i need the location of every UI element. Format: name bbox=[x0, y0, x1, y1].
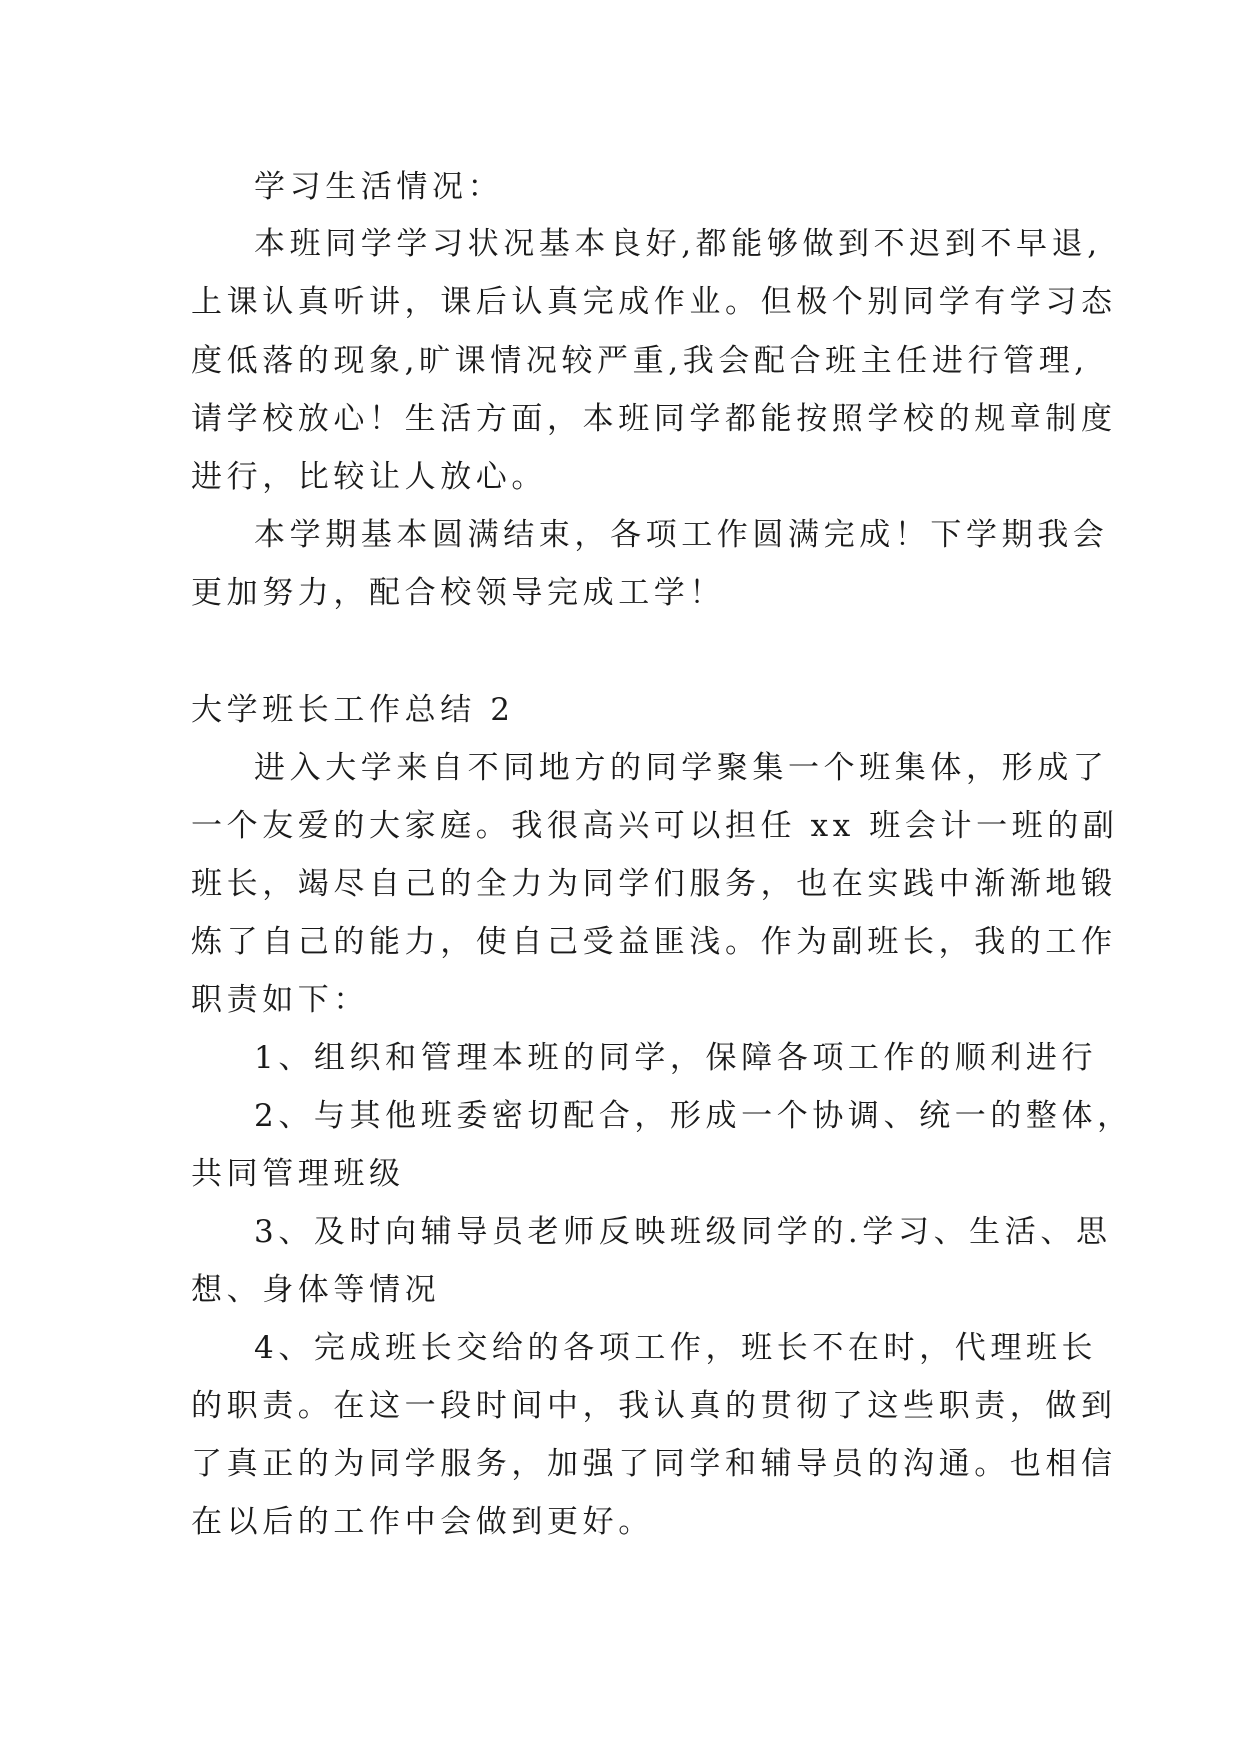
paragraph-line: 本学期基本圆满结束，各项工作圆满完成！下学期我会 bbox=[254, 517, 1109, 553]
duty-item-2: 2、与其他班委密切配合，形成一个协调、统一的整体， bbox=[254, 1098, 1133, 1134]
paragraph-line: 更加努力，配合校领导完成工学！ bbox=[191, 575, 725, 611]
duty-item-1: 1、组织和管理本班的同学，保障各项工作的顺利进行 bbox=[254, 1040, 1098, 1076]
paragraph-line: 职责如下： bbox=[191, 982, 369, 1018]
paragraph-line: 共同管理班级 bbox=[191, 1156, 405, 1192]
paragraph-line: 班长，竭尽自己的全力为同学们服务，也在实践中渐渐地锻 bbox=[191, 866, 1117, 902]
duty-item-3: 3、及时向辅导员老师反映班级同学的.学习、生活、思 bbox=[254, 1214, 1112, 1250]
paragraph-line: 度低落的现象,旷课情况较严重,我会配合班主任进行管理, bbox=[191, 343, 1089, 379]
paragraph-line: 的职责。在这一段时间中，我认真的贯彻了这些职责，做到 bbox=[191, 1388, 1117, 1424]
paragraph-line: 在以后的工作中会做到更好。 bbox=[191, 1504, 654, 1540]
paragraph-line: 炼了自己的能力，使自己受益匪浅。作为副班长，我的工作 bbox=[191, 924, 1117, 960]
paragraph-line: 进行，比较让人放心。 bbox=[191, 459, 547, 495]
paragraph-line: 一个友爱的大家庭。我很高兴可以担任 xx 班会计一班的副 bbox=[191, 808, 1119, 844]
paragraph-line: 请学校放心！生活方面，本班同学都能按照学校的规章制度 bbox=[191, 401, 1117, 437]
section-title: 大学班长工作总结 2 bbox=[191, 692, 515, 728]
paragraph-line: 上课认真听讲，课后认真完成作业。但极个别同学有学习态 bbox=[191, 284, 1117, 320]
paragraph-line: 了真正的为同学服务，加强了同学和辅导员的沟通。也相信 bbox=[191, 1446, 1117, 1482]
paragraph-line: 进入大学来自不同地方的同学聚集一个班集体，形成了 bbox=[254, 750, 1109, 786]
section-heading: 学习生活情况： bbox=[254, 169, 504, 205]
paragraph-line: 本班同学学习状况基本良好,都能够做到不迟到不早退, bbox=[254, 226, 1102, 262]
paragraph-line: 想、身体等情况 bbox=[191, 1272, 441, 1308]
duty-item-4: 4、完成班长交给的各项工作，班长不在时，代理班长 bbox=[254, 1330, 1098, 1366]
